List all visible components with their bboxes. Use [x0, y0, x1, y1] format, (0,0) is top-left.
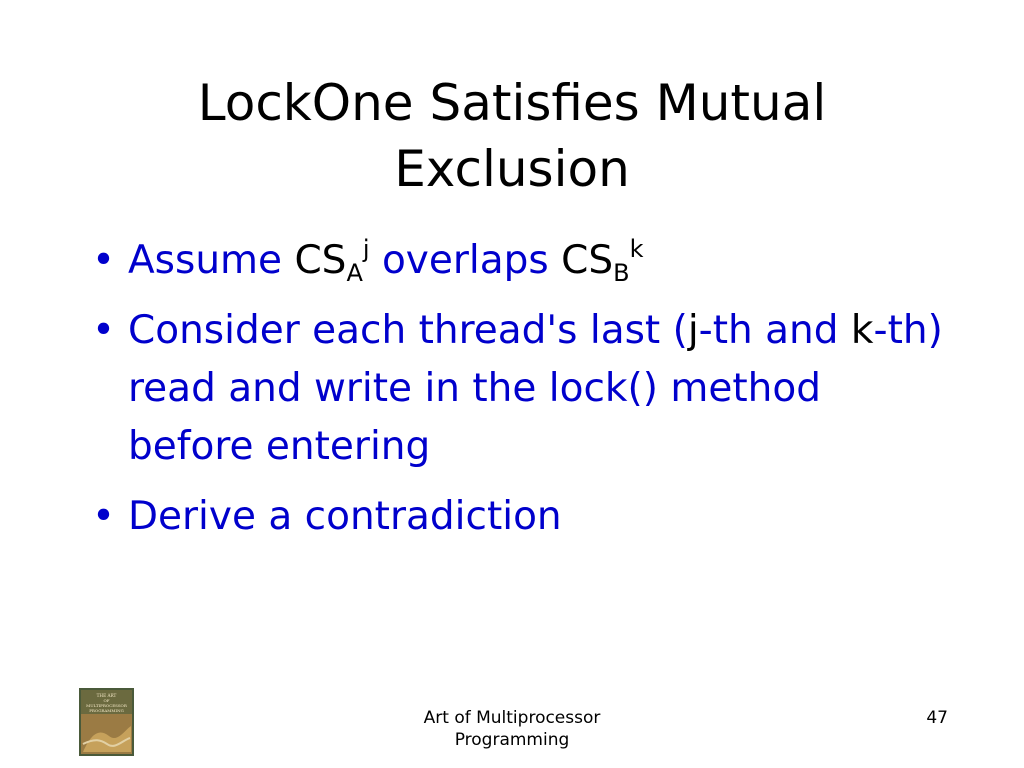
slide-title-line-1: LockOne Satisfies Mutual — [197, 74, 827, 132]
slide-title — [100, 70, 924, 202]
footer-course-title — [384, 707, 640, 751]
book-cover-line-1: THE ART — [96, 693, 117, 698]
book-cover-logo — [79, 688, 134, 756]
consider-text-part-1: Consider each thread's last ( — [128, 308, 688, 353]
bullet-list — [88, 232, 948, 558]
consider-text-part-3: -th) read and write in the lock() method before entering — [128, 308, 943, 469]
bullet-dot-icon: • — [92, 494, 116, 539]
critical-section-b-subscript: B — [613, 259, 630, 287]
consider-k: k — [850, 308, 874, 353]
bullet-item-derive — [88, 488, 948, 546]
book-cover-line-3: MULTIPROCESSOR — [86, 703, 127, 708]
bullet-dot-icon: • — [92, 308, 116, 353]
assume-text: Assume — [128, 238, 283, 283]
footer-course-title-line-1: Art of Multiprocessor — [423, 708, 601, 728]
bullet-item-assume — [88, 232, 948, 290]
consider-j: j — [687, 308, 699, 353]
consider-text-part-2: -th and — [698, 308, 851, 353]
critical-section-b-label: CS — [561, 238, 614, 283]
bullet-item-consider — [88, 302, 948, 476]
book-cover-icon — [79, 688, 134, 756]
bullet-dot-icon: • — [92, 238, 116, 283]
page-number: 47 — [926, 708, 948, 728]
critical-section-a-label: CS — [294, 238, 347, 283]
critical-section-a-subscript: A — [346, 259, 363, 287]
derive-text: Derive a contradiction — [128, 494, 562, 539]
critical-section-b — [561, 235, 644, 287]
critical-section-a — [294, 235, 370, 287]
footer-course-title-line-2: Programming — [454, 730, 570, 750]
book-cover-line-4: PROGRAMMING — [89, 708, 124, 713]
slide-title-line-2: Exclusion — [394, 140, 630, 198]
critical-section-a-superscript: j — [362, 235, 370, 263]
overlaps-text: overlaps — [381, 238, 549, 283]
book-cover-line-2: OF — [103, 698, 110, 703]
critical-section-b-superscript: k — [629, 235, 644, 263]
